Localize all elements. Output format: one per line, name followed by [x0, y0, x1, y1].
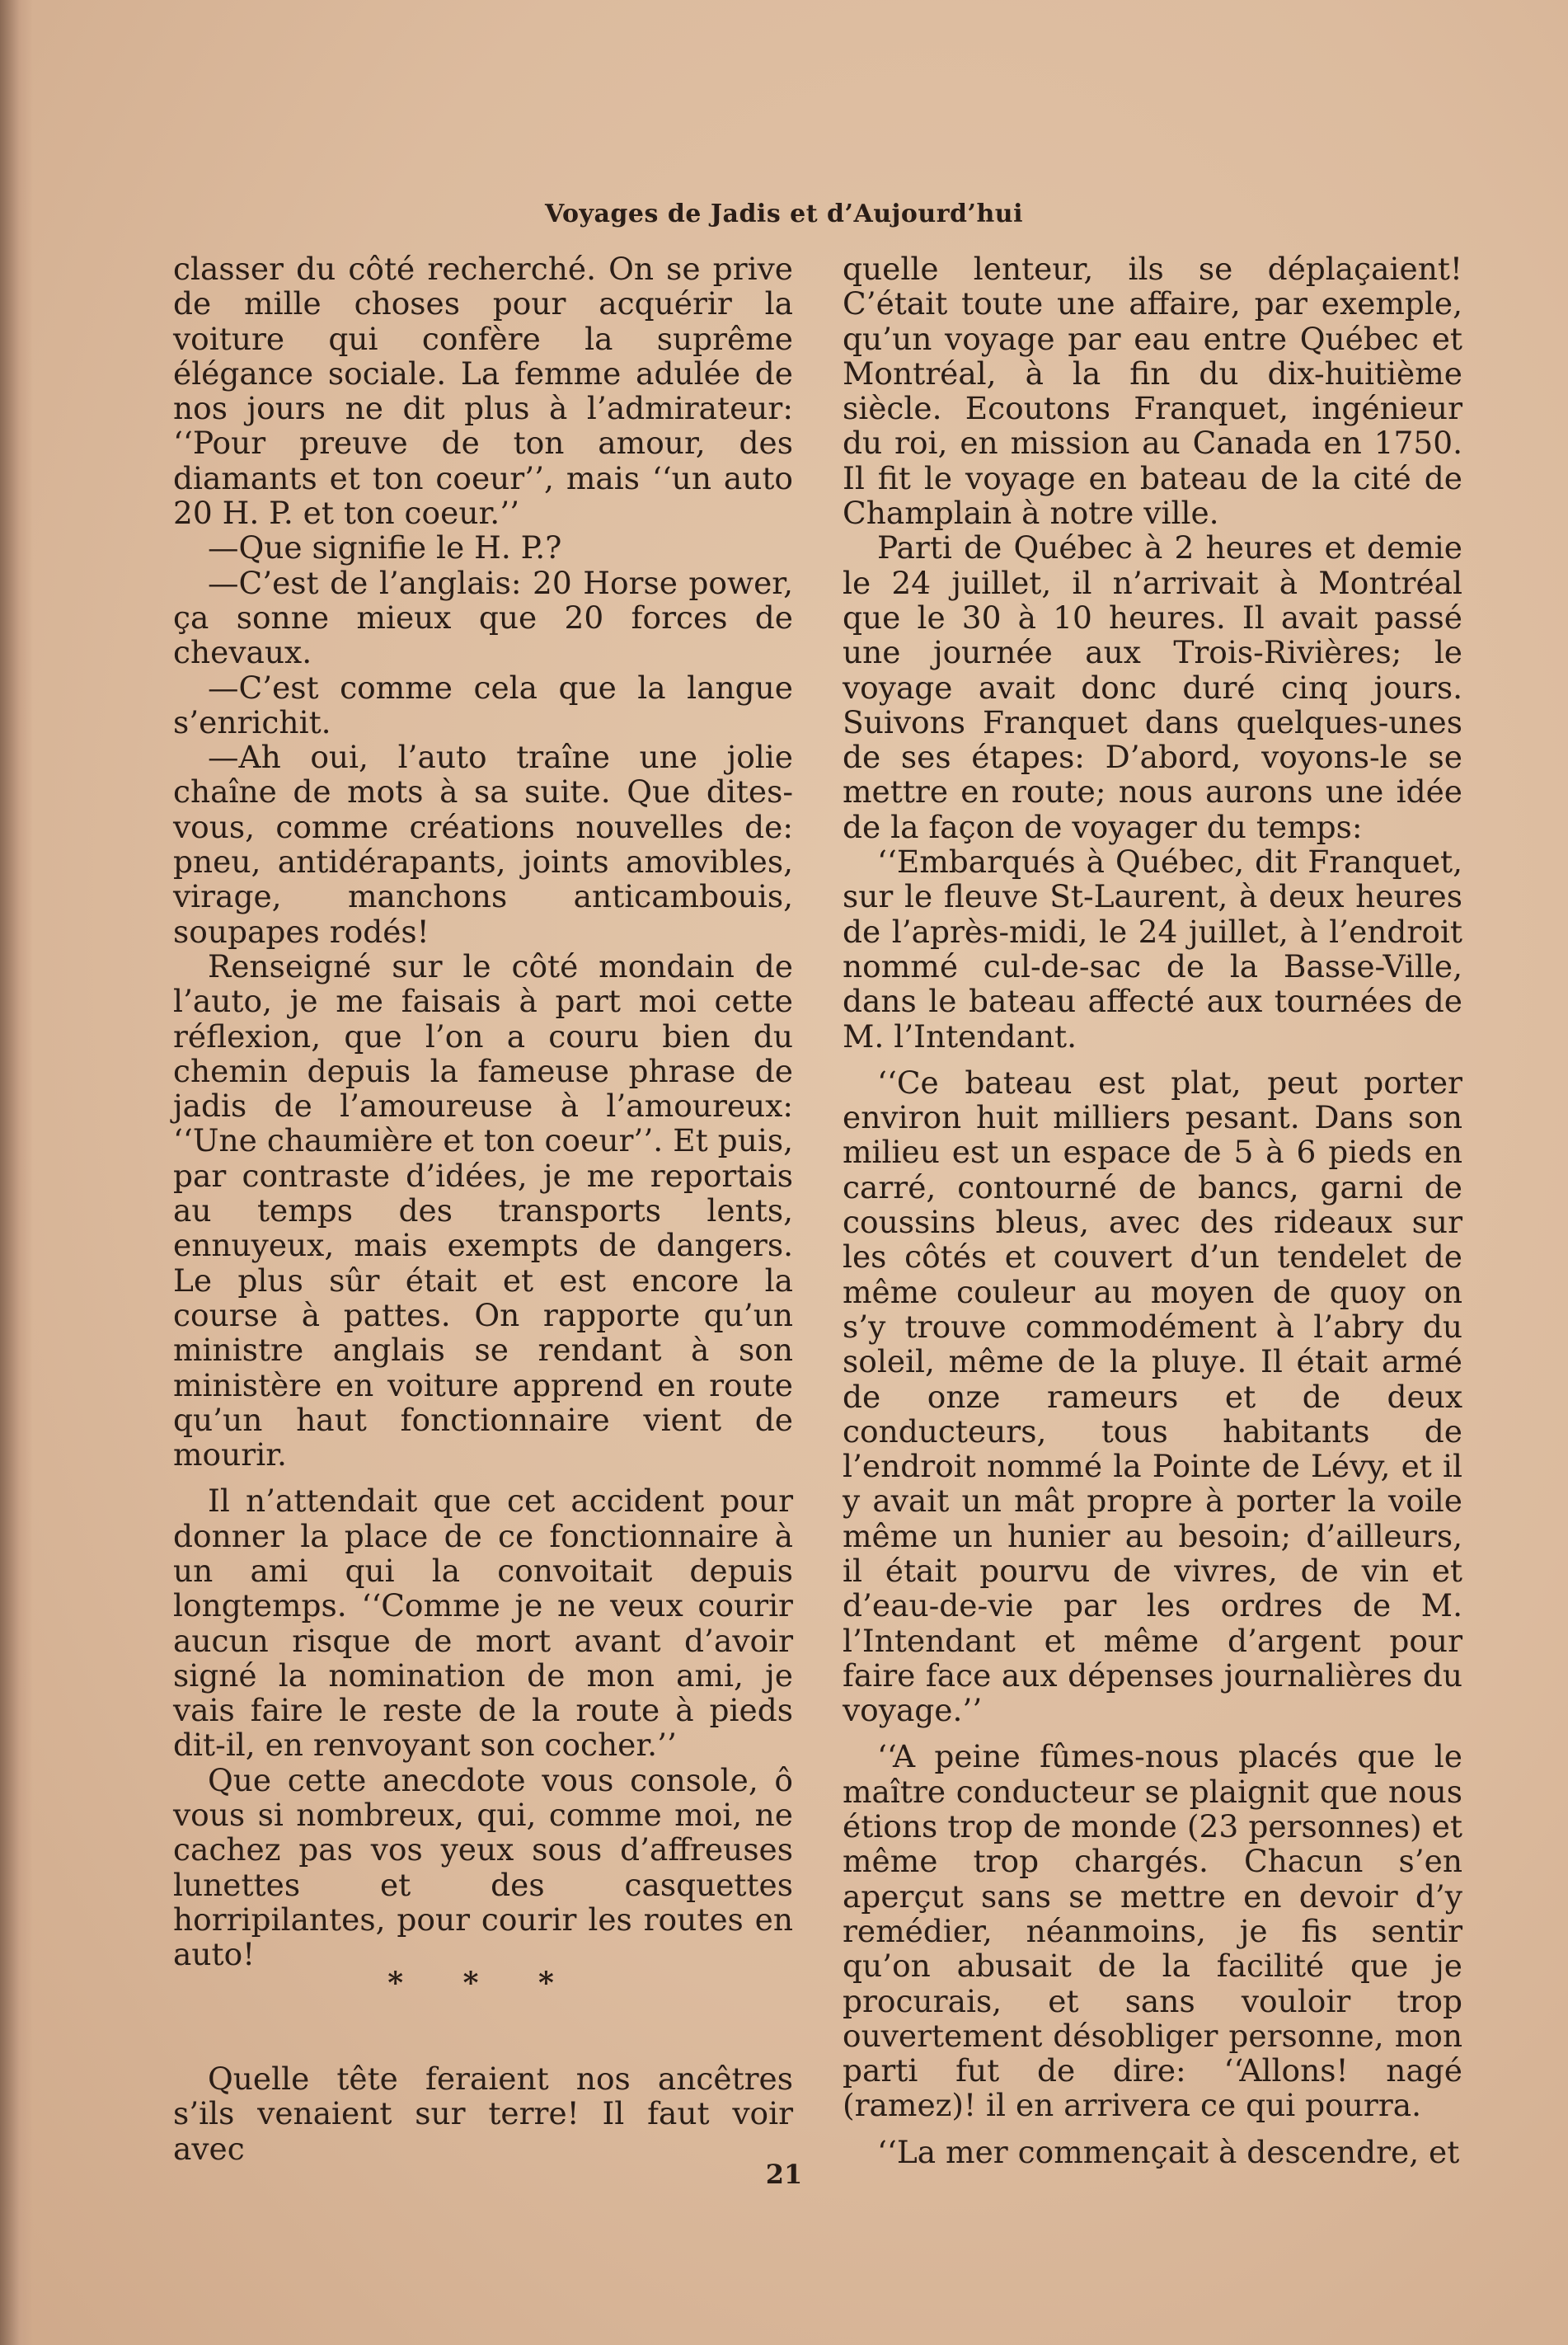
- section-separator: * * *: [387, 1966, 579, 2000]
- paragraph: —C’est de l’anglais: 20 Horse power, ça sonne mieux que 20 forces de chevaux.: [173, 564, 793, 671]
- binding-shadow: [0, 0, 33, 2345]
- paragraph: ‘‘La mer commençait à descendre, et: [877, 2133, 1460, 2170]
- running-title: Voyages de Jadis et d’Aujourd’hui: [545, 200, 1023, 228]
- paragraph: —Que signifie le H. P.?: [208, 529, 562, 566]
- right-column: [843, 251, 1462, 2169]
- paragraph: ‘‘Ce bateau est plat, peut porter environ huit milliers pesant. Dans son milieu est un espace de 5 à 6 pieds en carré, contourné de bancs, garni de coussins bleus, avec des rideaux sur les côtés et couvert d’un tendelet de même couleur au moyen de quoy on s’y trouve commodément à l’abry du soleil, même de la pluye. Il était armé de onze rameurs et de deux conducteurs, tous habitants de l’endroit nommé la Pointe de Lévy, et il y avait un mât propre à porter la voile même un hunier au besoin; d’ailleurs, il était pourvu de vivres, de vin et d’eau-de-vie par les ordres de M. l’Intendant et même d’argent pour faire face aux dépenses journalières du voyage.’’: [843, 1064, 1462, 1729]
- paragraph: Renseigné sur le côté mondain de l’auto, je me faisais à part moi cette réflexion, que l’on a couru bien du chemin depuis la fameuse phrase de jadis de l’amoureuse à l’amoureux: ‘‘Une chaumière et ton coeur’’. Et puis, par contraste d’idées, je me reportais au temps des transports lents, ennuyeux, mais exempts de dangers. Le plus sûr était et est encore la course à pattes. On rapporte qu’un ministre anglais se rendant à son ministère en voiture apprend en route qu’un haut fonctionnaire vient de mourir.: [173, 947, 793, 1473]
- paragraph: classer du côté recherché. On se prive de mille choses pour acquérir la voiture qui confère la suprême élégance sociale. La femme adulée de nos jours ne dit plus à l’admirateur: ‘‘Pour preuve de ton amour, des diamants et ton coeur’’, mais ‘‘un auto 20 H. P. et ton coeur.’’: [173, 251, 793, 532]
- paragraph: Il n’attendait que cet accident pour donner la place de ce fonctionnaire à un ami qui la convoitait depuis longtemps. ‘‘Comme je ne veux courir aucun risque de mort avant d’avoir signé la nomination de mon ami, je vais faire le reste de la route à pieds dit-il, en renvoyant son cocher.’’: [173, 1483, 793, 1764]
- paragraph: ‘‘A peine fûmes-nous placés que le maître conducteur se plaignit que nous étions trop de monde (23 personnes) et même trop chargés. Chacun s’en aperçut sans se mettre en devoir d’y remédier, néanmoins, je fis sentir qu’on abusait de la facilité que je procurais, et sans vouloir trop ouvertement désobliger personne, mon parti fut de dire: ‘‘Allons! nagé (ramez)! il en arrivera ce qui pourra.: [843, 1738, 1462, 2124]
- left-column-tail: [173, 2061, 793, 2166]
- left-column: [173, 251, 793, 1972]
- paragraph: —Ah oui, l’auto traîne une jolie chaîne de mots à sa suite. Que dites-vous, comme créations nouvelles de: pneu, antidérapants, joints amovibles, virage, manchons anticambouis, soupapes rodés!: [173, 739, 793, 950]
- paragraph: ‘‘Embarqués à Québec, dit Franquet, sur le fleuve St-Laurent, à deux heures de l’après-midi, le 24 juillet, à l’endroit nommé cul-de-sac de la Basse-Ville, dans le bateau affecté aux tournées de M. l’Intendant.: [843, 844, 1462, 1055]
- paragraph: Quelle tête feraient nos ancêtres s’ils venaient sur terre! Il faut voir avec: [173, 2061, 793, 2167]
- page-number: 21: [765, 2159, 803, 2190]
- paragraph: Que cette anecdote vous console, ô vous si nombreux, qui, comme moi, ne cachez pas vos yeux sous d’affreuses lunettes et des casquettes horripilantes, pour courir les routes en auto!: [173, 1761, 793, 1973]
- paragraph: quelle lenteur, ils se déplaçaient! C’était toute une affaire, par exemple, qu’un voyage par eau entre Québec et Montréal, à la fin du dix-huitième siècle. Ecoutons Franquet, ingénieur du roi, en mission au Canada en 1750. Il fit le voyage en bateau de la cité de Champlain à notre ville.: [843, 251, 1462, 532]
- paragraph: —C’est comme cela que la langue s’enrichit.: [173, 669, 793, 740]
- paragraph: Parti de Québec à 2 heures et demie le 24 juillet, il n’arrivait à Montréal que le 30 à 10 heures. Il avait passé une journée aux Trois-Rivières; le voyage avait donc duré cinq jours. Suivons Franquet dans quelques-unes de ses étapes: D’abord, voyons-le se mettre en route; nous aurons une idée de la façon de voyager du temps:: [843, 529, 1462, 845]
